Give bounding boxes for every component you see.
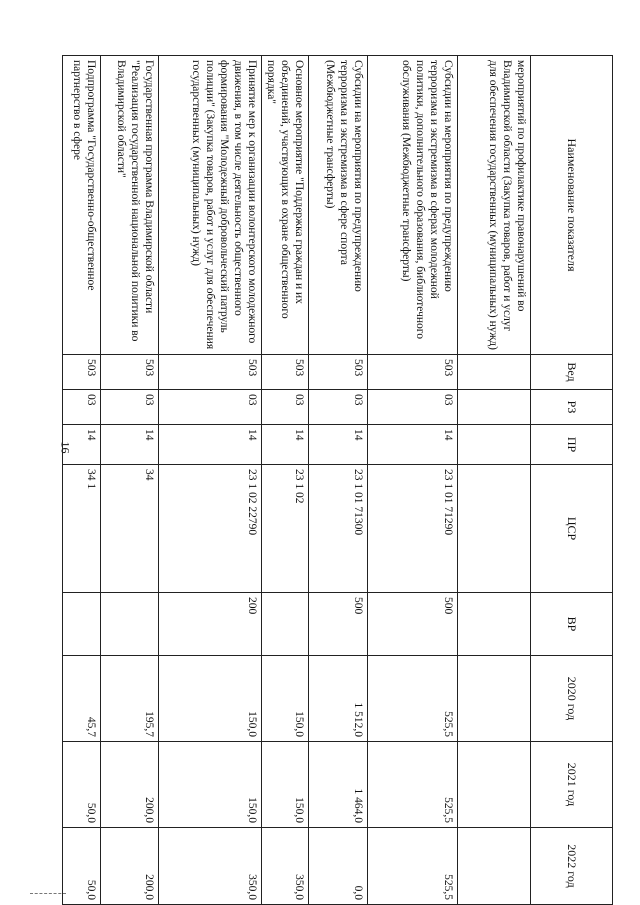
cell-2020: 1 512,0: [309, 656, 368, 742]
budget-table: [62, 55, 613, 905]
cell-2020: 525,5: [368, 656, 458, 742]
cell-rz: 03: [158, 390, 261, 425]
cell-pr: [458, 425, 531, 465]
cell-rz: 03: [261, 390, 308, 425]
header-rz: РЗ: [531, 390, 613, 425]
scan-mark: [30, 893, 66, 894]
page-number: 16: [58, 441, 73, 454]
table-row: [261, 56, 308, 905]
cell-2020: 195,7: [100, 656, 158, 742]
cell-rz: 03: [62, 390, 100, 425]
cell-ved: 503: [261, 355, 308, 390]
cell-csr: [458, 465, 531, 593]
cell-2021: 200,0: [100, 742, 158, 828]
cell-2021: [458, 742, 531, 828]
table-row: [458, 56, 531, 905]
cell-pr: 14: [158, 425, 261, 465]
cell-csr: 34: [100, 465, 158, 593]
cell-ved: 503: [158, 355, 261, 390]
cell-ved: 503: [62, 355, 100, 390]
cell-2022: 350,0: [158, 828, 261, 905]
cell-csr: 23 1 02: [261, 465, 308, 593]
cell-ved: 503: [100, 355, 158, 390]
cell-name: Субсидии на мероприятия по предупреждению терроризма и экстремизма в сферах молодежной политики, дополнительного образования, библиотечного обслуживания (Межбюджетные трансферты): [368, 56, 458, 355]
header-pr: ПР: [531, 425, 613, 465]
cell-vr: 500: [368, 593, 458, 656]
cell-rz: [458, 390, 531, 425]
cell-2021: 150,0: [158, 742, 261, 828]
table-row: [158, 56, 261, 905]
cell-2020: [458, 656, 531, 742]
table-row: [62, 56, 100, 905]
budget-table-rotated: [70, 55, 613, 904]
cell-2020: 150,0: [158, 656, 261, 742]
cell-pr: 14: [368, 425, 458, 465]
cell-2022: 200,0: [100, 828, 158, 905]
header-2021: 2021 год: [531, 742, 613, 828]
cell-name: Государственная программа Владимирской области "Реализация государственной национальной политики во Владимирской области": [100, 56, 158, 355]
cell-2022: 525,5: [368, 828, 458, 905]
cell-vr: [458, 593, 531, 656]
cell-name: Принятие мер к организации волонтерского молодежного движения, в том числе деятельность общественного формирования "Молодежный добровольческий патруль полиции" (Закупка товаров, работ и услуг для обеспечения государственных (муниципальных) нужд): [158, 56, 261, 355]
cell-rz: 03: [100, 390, 158, 425]
table-row: [368, 56, 458, 905]
cell-pr: 14: [309, 425, 368, 465]
cell-vr: [261, 593, 308, 656]
cell-2022: 50,0: [62, 828, 100, 905]
cell-vr: 200: [158, 593, 261, 656]
cell-ved: 503: [368, 355, 458, 390]
cell-2021: 1 464,0: [309, 742, 368, 828]
header-row: [531, 56, 613, 905]
cell-name: мероприятий по профилактике правонарушений во Владимирской области (Закупка товаров, работ и услуг для обеспечения государственных (муниципальных) нужд): [458, 56, 531, 355]
cell-2020: 45,7: [62, 656, 100, 742]
header-name: Наименование показателя: [531, 56, 613, 355]
cell-vr: [62, 593, 100, 656]
cell-pr: 14: [62, 425, 100, 465]
header-2020: 2020 год: [531, 656, 613, 742]
cell-2020: 150,0: [261, 656, 308, 742]
cell-name: Основное мероприятие "Поддержка граждан и их объединений, участвующих в охране общественного порядка": [261, 56, 308, 355]
header-ved: Вед: [531, 355, 613, 390]
cell-ved: [458, 355, 531, 390]
cell-pr: 14: [261, 425, 308, 465]
cell-rz: 03: [309, 390, 368, 425]
cell-name: Подпрограмма "Государственно-общественное партнерство в сфере: [62, 56, 100, 355]
cell-csr: 23 1 01 71290: [368, 465, 458, 593]
cell-2022: 0,0: [309, 828, 368, 905]
cell-2021: 525,5: [368, 742, 458, 828]
cell-2021: 150,0: [261, 742, 308, 828]
cell-csr: 34 1: [62, 465, 100, 593]
cell-2022: 350,0: [261, 828, 308, 905]
table-row: [100, 56, 158, 905]
cell-2021: 50,0: [62, 742, 100, 828]
cell-ved: 503: [309, 355, 368, 390]
cell-csr: 23 1 02 22790: [158, 465, 261, 593]
cell-name: Субсидии на мероприятия по предупреждению терроризма и экстремизма в сфере спорта (Межбюджетные трансферты): [309, 56, 368, 355]
cell-csr: 23 1 01 71300: [309, 465, 368, 593]
cell-pr: 14: [100, 425, 158, 465]
cell-rz: 03: [368, 390, 458, 425]
cell-vr: [100, 593, 158, 656]
header-vr: ВР: [531, 593, 613, 656]
cell-2022: [458, 828, 531, 905]
table-row: [309, 56, 368, 905]
header-2022: 2022 год: [531, 828, 613, 905]
cell-vr: 500: [309, 593, 368, 656]
header-csr: ЦСР: [531, 465, 613, 593]
